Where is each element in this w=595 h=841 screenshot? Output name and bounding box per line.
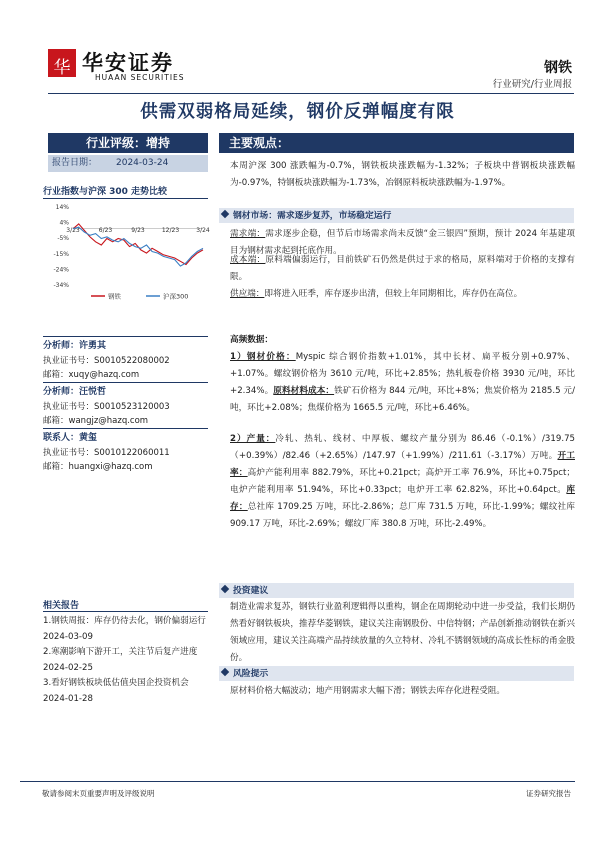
- company-name-cn: 华安证券: [82, 50, 174, 75]
- supply-paragraph: [230, 286, 575, 303]
- y-tick-label: -34%: [53, 282, 69, 289]
- cert-label: 执业证书号：: [43, 448, 95, 458]
- related-report-item[interactable]: 1.钢铁周报：库存仍待去化，钢价偏弱运行 2024-03-09: [43, 616, 215, 642]
- supply-label: 供应端：: [230, 289, 265, 299]
- footer-divider: [20, 781, 575, 782]
- email-label: 邮箱：: [43, 416, 69, 426]
- raw-cost-label: 原料材料成本：: [273, 386, 335, 396]
- analyst-1-name: 许勇其: [79, 341, 107, 351]
- cert-number: S0010522080002: [94, 356, 170, 366]
- report-type: 证券研究报告: [526, 789, 571, 798]
- report-title: 供需双弱格局延续，钢价反弹幅度有限: [140, 102, 455, 122]
- price-paragraph: [230, 349, 575, 417]
- analyst-divider-2: [43, 382, 208, 383]
- y-tick-label: 4%: [59, 219, 69, 227]
- analyst-1-role: 分析师：: [43, 341, 80, 351]
- contact-email: [43, 460, 152, 472]
- weekly-summary: 本周沪深 300 涨跌幅为-0.7%，钢铁板块涨跌幅为-1.32%；子板块中普钢板块涨跌幅为-0.97%，特钢板块涨跌幅为-1.73%，冶钢原料板块涨跌幅为-1.97%。: [230, 161, 575, 188]
- market-heading: [222, 208, 391, 221]
- price-label: 1）钢材价格：: [230, 352, 296, 362]
- diamond-bullet-icon: [221, 668, 229, 676]
- related-reports-title: 相关报告: [43, 601, 80, 611]
- analyst-divider-1: [43, 336, 208, 337]
- email-link[interactable]: huangxi@hazq.com: [68, 462, 153, 472]
- analyst-2-role: 分析师：: [43, 387, 80, 397]
- x-tick-label: 6/23: [98, 226, 113, 234]
- risk-heading: [222, 666, 268, 679]
- risk-heading-band: [219, 666, 574, 681]
- output-label: 2）产量：: [230, 434, 276, 444]
- utilization-text: 高炉产能利用率 882.79%，环比+0.21pct；高炉开工率 76.9%，环比+0.75pct；电炉产能利用率 51.94%，环比+0.33pct；电炉开工率 62.82%，环比+0.64pct。: [230, 468, 575, 495]
- contact-heading: [43, 430, 97, 443]
- analyst-2-email: [43, 414, 148, 426]
- x-tick-label: 12/23: [161, 226, 180, 234]
- related-reports-divider: [43, 611, 208, 612]
- high-frequency-heading: 高频数据：: [230, 335, 273, 345]
- utilization-label: 开工率：: [230, 451, 575, 478]
- analyst-1-heading: [43, 338, 106, 351]
- cost-label: 成本端：: [230, 255, 266, 265]
- diamond-bullet-icon: [221, 585, 229, 593]
- analyst-divider-3: [43, 428, 208, 429]
- advice-heading-text: 投资建议: [233, 586, 269, 596]
- x-tick-label: 9/23: [131, 226, 145, 234]
- x-tick-label: 3/24: [196, 226, 210, 234]
- raw-cost-text: 铁矿石价格为 844 元/吨，环比+8%；焦炭价格为 2185.5 元/吨，环比+2.08%；焦煤价格为 1665.5 元/吨，环比+6.46%。: [230, 386, 575, 413]
- advice-heading: [222, 583, 268, 596]
- report-date-bar: [48, 155, 208, 172]
- disclaimer-note: 敬请参阅末页重要声明及评级说明: [42, 789, 155, 798]
- cost-text: 原料端偏弱运行，目前铁矿石仍然是供过于求的格局，原料端对于价格的支撑有限。: [230, 255, 575, 282]
- contact-role: 联系人：: [43, 433, 80, 443]
- contact-name: 黄玺: [79, 433, 98, 443]
- analyst-2-heading: [43, 384, 106, 397]
- demand-text: 需求逐步企稳，但节后市场需求尚未反馈“金三银四”预期，预计 2024 年基建项目为钢材需求起到托底作用。: [230, 229, 575, 256]
- email-link[interactable]: xuqy@hazq.com: [68, 370, 140, 380]
- related-report-item[interactable]: 3.看好钢铁板块低估值央国企投资机会 2024-01-28: [43, 678, 198, 704]
- analyst-1-email: [43, 368, 139, 380]
- related-report-item[interactable]: 2.寒潮影响下游开工，关注节后复产进度 2024-02-25: [43, 647, 206, 673]
- analyst-2-cert: [43, 400, 170, 412]
- rating-value: 增持: [146, 136, 171, 150]
- rating-bar: [48, 133, 208, 153]
- contact-cert: [43, 446, 170, 458]
- logo-glyph: 华: [53, 58, 71, 78]
- cert-number: S0010122060011: [94, 448, 170, 458]
- diamond-bullet-icon: [221, 210, 229, 218]
- inventory-label: 库存：: [230, 485, 575, 512]
- inventory-text: 总社库 1709.25 万吨，环比-2.86%；总厂库 731.5 万吨，环比-1.99%；螺纹社库 909.17 万吨，环比-2.69%；螺纹厂库 380.8 万吨，环比-2.49%。: [230, 502, 575, 529]
- index-comparison-chart: [43, 200, 208, 304]
- y-tick-label: -5%: [57, 235, 69, 243]
- price-text: Myspic 综合钢价指数+1.01%，其中长材、扁平板分别+0.97%、+1.07%。螺纹钢价格为 3610 元/吨，环比+2.85%；热轧板卷价格 3930 元/吨，环比+2.34%。: [230, 352, 576, 396]
- email-label: 邮箱：: [43, 370, 69, 380]
- risk-heading-text: 风险提示: [233, 669, 269, 679]
- y-tick-label: -24%: [53, 266, 69, 274]
- main-points-heading: 主要观点：: [219, 133, 574, 153]
- output-paragraph: [230, 431, 575, 533]
- email-link[interactable]: wangjz@hazq.com: [68, 416, 149, 426]
- legend-label: 沪深300: [163, 292, 189, 301]
- report-category: 行业研究/行业周报: [492, 79, 572, 90]
- y-tick-label: -15%: [53, 250, 69, 258]
- risk-text: 原材料价格大幅波动；地产用钢需求大幅下滑；钢铁去库存化进程受阻。: [230, 686, 506, 696]
- demand-label: 需求端：: [230, 229, 266, 239]
- chart-title: 行业指数与沪深 300 走势比较: [43, 187, 168, 197]
- x-tick-label: 3/23: [66, 226, 80, 234]
- company-name-en: HUAAN SECURITIES: [95, 73, 185, 82]
- cert-label: 执业证书号：: [43, 402, 95, 412]
- market-heading-text: 钢材市场：需求逐步复苏，市场稳定运行: [233, 211, 392, 221]
- industry-label: 钢铁: [544, 60, 572, 76]
- report-date-value: 2024-03-24: [116, 158, 169, 168]
- advice-text: 制造业需求复苏，钢铁行业盈利逻辑得以重构，钢企在周期轮动中进一步受益，我们长期仍然看好钢铁板块，推荐华菱钢铁，建议关注南钢股份、中信特钢；产品创新推动钢铁在新兴领域应用，建议关注高端产品持续放量的久立特材、冷轧不锈钢领域的高成长性标的甬金股份。: [230, 602, 575, 663]
- analyst-1-cert: [43, 354, 170, 366]
- cert-number: S0010523120003: [94, 402, 170, 412]
- output-text: 冷轧、热轧、线材、中厚板、螺纹产量分别为 86.46（-0.1%）/319.75（+0.39%）/82.46（+2.65%）/147.97（+1.99%）/211.61（-3.17%）万吨。: [230, 434, 576, 461]
- advice-heading-band: [219, 583, 574, 598]
- email-label: 邮箱：: [43, 462, 69, 472]
- analyst-2-name: 汪悦哲: [79, 387, 107, 397]
- rating-label: 行业评级：: [85, 136, 146, 150]
- supply-text: 即将进入旺季，库存逐步出清，但较上年同期相比，库存仍在高位。: [264, 289, 523, 299]
- header-divider: [48, 93, 574, 94]
- y-tick-label: 14%: [55, 204, 69, 211]
- legend-label: 钢铁: [108, 292, 121, 301]
- cost-paragraph: [230, 252, 575, 286]
- chart-title-divider: [43, 198, 208, 199]
- company-logo: [48, 49, 76, 77]
- report-date-label: 报告日期：: [52, 158, 98, 168]
- cert-label: 执业证书号：: [43, 356, 95, 366]
